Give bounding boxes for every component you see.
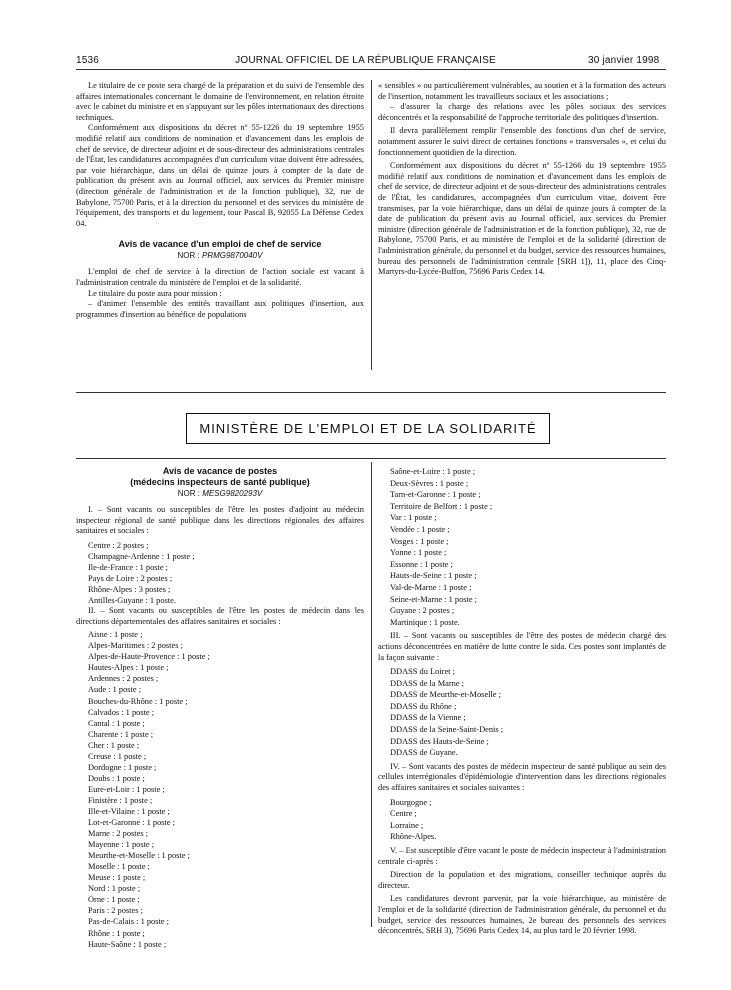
list-item: Centre : 2 postes ;	[88, 540, 149, 550]
list-item: Champagne-Ardenne : 1 poste ;	[88, 551, 195, 561]
paragraph: L'emploi de chef de service à la direction de l'action sociale est vacant à l'administration centrale du ministère de l'emploi et de la solidarité.	[76, 267, 364, 287]
list-item: Hauts-de-Seine : 1 poste ;	[390, 571, 477, 581]
list-item: Moselle : 1 poste ;	[88, 862, 150, 872]
list-item: Nord : 1 poste ;	[88, 884, 141, 894]
region-list	[76, 540, 364, 606]
list-item: Mayenne : 1 poste ;	[88, 840, 155, 850]
section-6: Direction de la population et des migrations, conseiller technique auprès du directeur.	[378, 870, 666, 890]
paragraph: – d'animer l'ensemble des entités travaillant aux politiques d'insertion, aux programmes d'insertion au bénéfice de populations	[76, 299, 364, 319]
department-list	[76, 629, 364, 949]
ministry-heading: MINISTÈRE DE L'EMPLOI ET DE LA SOLIDARITÉ	[186, 413, 550, 444]
list-item: Aude : 1 poste ;	[88, 685, 142, 695]
list-item: DDASS de la Vienne ;	[390, 713, 466, 723]
list-item: Cher : 1 poste ;	[88, 740, 140, 750]
list-item: Vosges : 1 poste ;	[390, 536, 449, 546]
paragraph: Le titulaire du poste aura pour mission :	[88, 288, 222, 298]
list-item: Marne : 2 postes ;	[88, 829, 149, 839]
list-item: Finistère : 1 poste ;	[88, 795, 153, 805]
paragraph: Le titulaire de ce poste sera chargé de la préparation et du suivi de l'ensemble des affaires internationales concernant le domaine de l'environnement, en relation étroite avec le cabinet du ministre et en s'appuyant sur les pôles internationaux des directions techniques.	[76, 81, 364, 122]
list-item: Pays de Loire : 2 postes ;	[88, 573, 173, 583]
cire-list	[378, 797, 666, 843]
list-item: Seine-et-Marne : 1 poste ;	[390, 594, 477, 604]
list-item: Ile-de-France : 1 poste ;	[88, 562, 168, 572]
list-item: Centre ;	[390, 809, 417, 819]
section-5: V. – Est susceptible d'être vacant le poste de médecin inspecteur à l'administration centrale ci-après :	[378, 846, 666, 866]
paragraph: – d'assurer la charge des relations avec les pôles sociaux des services déconcentrés et la responsabilité de l'approche territoriale des politiques d'insertion.	[378, 102, 666, 122]
list-item: Orne : 1 poste ;	[88, 895, 140, 905]
list-item: Charente : 1 poste ;	[88, 729, 154, 739]
list-item: Bourgogne ;	[390, 797, 432, 807]
list-item: DDASS de Guyane.	[390, 748, 458, 758]
list-item: DDASS des Hauts-de-Seine ;	[390, 736, 489, 746]
notice-title: Avis de vacance de postes	[162, 466, 278, 476]
list-item: DDASS du Rhône ;	[390, 701, 457, 711]
journal-title: JOURNAL OFFICIEL DE LA RÉPUBLIQUE FRANÇAISE	[235, 55, 496, 66]
paragraph: Conformément aux dispositions du décret nº 55-1266 du 19 septembre 1955 modifié relatif aux conditions de nomination et d'avancement dans les emplois de chef de service, de directeur adjoint et de sous-directeur des administrations centrales de l'État, les candidatures, accompagnées d'un curriculum vitae, doivent être transmises, par la voie hiérarchique, dans un délai de quinze jours à compter de la date de publication du présent avis au Journal officiel, aux services du Premier ministre (direction générale de l'administration et de la fonction publique), 32, rue de Babylone, 75700 Paris, et au ministère de l'emploi et de la solidarité (direction de l'administration générale, du personnel et du budget, service des ressources humaines, bureau des personnels de l'administration centrale [SRH 1]), 11, place des Cinq-Martyrs-du-Lycée-Buffon, 75696 Paris Cedex 14.	[378, 161, 666, 277]
column-divider	[371, 462, 372, 927]
section-3: III. – Sont vacants ou susceptibles de l'être des postes de médecin chargé des actions déconcentrées en matière de lutte contre le sida. Ces postes sont implantés de la façon suivante :	[378, 631, 666, 662]
notice-title: Avis de vacance d'un emploi de chef de service	[118, 239, 322, 250]
list-item: Antilles-Guyane : 1 poste.	[88, 596, 176, 606]
list-item: Cantal : 1 poste ;	[88, 718, 145, 728]
list-item: Alpes-Maritimes : 2 postes ;	[88, 641, 183, 651]
notice-subtitle: (médecins inspecteurs de santé publique)	[130, 477, 310, 487]
list-item: Tarn-et-Garonne : 1 poste ;	[390, 490, 481, 500]
list-item: Rhône : 1 poste ;	[88, 928, 145, 938]
ddass-list	[378, 666, 666, 759]
list-item: Hautes-Alpes : 1 poste ;	[88, 663, 169, 673]
bottom-left-column	[76, 466, 364, 950]
list-item: Paris : 2 postes ;	[88, 906, 143, 916]
list-item: Pas-de-Calais : 1 poste ;	[88, 917, 169, 927]
section-rule	[76, 392, 666, 393]
list-item: Val-de-Marne : 1 poste ;	[390, 582, 472, 592]
list-item: Saône-et-Loire : 1 poste ;	[390, 467, 476, 476]
list-item: Dordogne : 1 poste ;	[88, 762, 157, 772]
list-item: Lorraine ;	[390, 820, 424, 830]
paragraph: « sensibles » ou particulièrement vulnérables, au soutien et à la formation des acteurs de l'insertion, notamment les travailleurs sociaux et les associations ;	[378, 81, 666, 101]
section-1: I. – Sont vacants ou susceptibles de l'être les postes d'adjoint au médecin inspecteur régional de santé publique dans les directions régionales des affaires sanitaires et sociales :	[76, 505, 364, 536]
list-item: Doubs : 1 poste ;	[88, 773, 145, 783]
top-left-column	[76, 81, 364, 320]
top-right-column	[378, 81, 666, 278]
list-item: Ille-et-Vilaine : 1 poste ;	[88, 807, 170, 816]
list-item: Meurthe-et-Moselle : 1 poste ;	[88, 851, 190, 861]
nor-reference: NOR : MESG9820293V	[177, 489, 263, 498]
list-item: Bouches-du-Rhône : 1 poste ;	[88, 696, 188, 706]
header-rule	[76, 69, 666, 70]
list-item: Vendée : 1 poste ;	[390, 524, 450, 534]
list-item: Eure-et-Loir : 1 poste ;	[88, 784, 165, 794]
list-item: DDASS de Meurthe-et-Moselle ;	[390, 690, 501, 700]
list-item: Rhône-Alpes.	[390, 832, 437, 842]
issue-date: 30 janvier 1998	[588, 55, 660, 66]
bottom-right-column	[378, 466, 666, 937]
list-item: Guyane : 2 postes ;	[390, 606, 455, 616]
section-4: IV. – Sont vacants des postes de médecin inspecteur de santé publique au sein des cellules interrégionales d'épidémiologie d'intervention dans les directions régionales des affaires sanitaires et sociales suivantes :	[378, 761, 666, 793]
list-item: DDASS du Loiret ;	[390, 667, 455, 677]
list-item: Lot-et-Garonne : 1 poste ;	[88, 818, 175, 828]
department-list-continued	[378, 466, 666, 628]
list-item: Rhône-Alpes : 3 postes ;	[88, 584, 171, 594]
list-item: Deux-Sèvres : 1 poste ;	[390, 478, 469, 488]
nor-reference: NOR : PRMG9870040V	[177, 251, 263, 261]
section-7: Les candidatures devront parvenir, par la voie hiérarchique, au ministère de l'emploi et de la solidarité (direction de l'administration générale, du personnel et du budget, service des ressources humaines, 2e bureau des personnels des services déconcentrés, SRH 3), 75696 Paris Cedex 14, au plus tard le 20 février 1998.	[378, 894, 666, 936]
list-item: Ardennes : 2 postes ;	[88, 674, 159, 684]
section-2: II. – Sont vacants ou susceptibles de l'être les postes de médecin dans les directions départementales des affaires sanitaires et sociales :	[76, 606, 364, 626]
list-item: Calvados : 1 poste ;	[88, 707, 155, 717]
list-item: Aisne : 1 poste ;	[88, 630, 143, 640]
list-item: DDASS de la Marne ;	[390, 678, 464, 688]
list-item: DDASS de la Seine-Saint-Denis ;	[390, 725, 504, 735]
list-item: Creuse : 1 poste ;	[88, 751, 147, 761]
list-item: Var : 1 poste ;	[390, 513, 437, 523]
list-item: Meuse : 1 poste ;	[88, 873, 146, 883]
list-item: Yonne : 1 poste ;	[390, 548, 447, 558]
list-item: Martinique : 1 poste.	[390, 617, 460, 627]
list-item: Essonne : 1 poste ;	[390, 559, 453, 569]
list-item: Territoire de Belfort : 1 poste ;	[390, 501, 493, 511]
paragraph: Conformément aux dispositions du décret nº 55-1226 du 19 septembre 1955 modifié relatif aux conditions de nomination et d'avancement dans les emplois de chef de service, de directeur adjoint et de sous-directeur des administrations centrales de l'État, les candidatures accompagnées d'un curriculum vitae doivent être adressées, par voie hiérarchique, dans un délai de quinze jours à compter de la date de publication du présent avis au Journal officiel, aux services du Premier ministre (direction générale de l'administration et de la fonction publique), 32, rue de Babylone, 75700 Paris, et à la direction du personnel et des services du ministère de l'équipement, des transports et du logement, tour Pascal B, 92055 La Défense Cedex 04.	[76, 123, 364, 228]
column-divider	[371, 80, 372, 370]
paragraph: Il devra parallèlement remplir l'ensemble des fonctions d'un chef de service, notamment assurer le suivi direct de certaines fonctions « transversales », et celui du fonctionnement quotidien de la direction.	[378, 126, 666, 157]
page-number: 1536	[76, 55, 100, 66]
list-item: Haute-Saône : 1 poste ;	[88, 939, 167, 949]
section-rule	[76, 458, 666, 459]
list-item: Alpes-de-Haute-Provence : 1 poste ;	[88, 652, 210, 662]
